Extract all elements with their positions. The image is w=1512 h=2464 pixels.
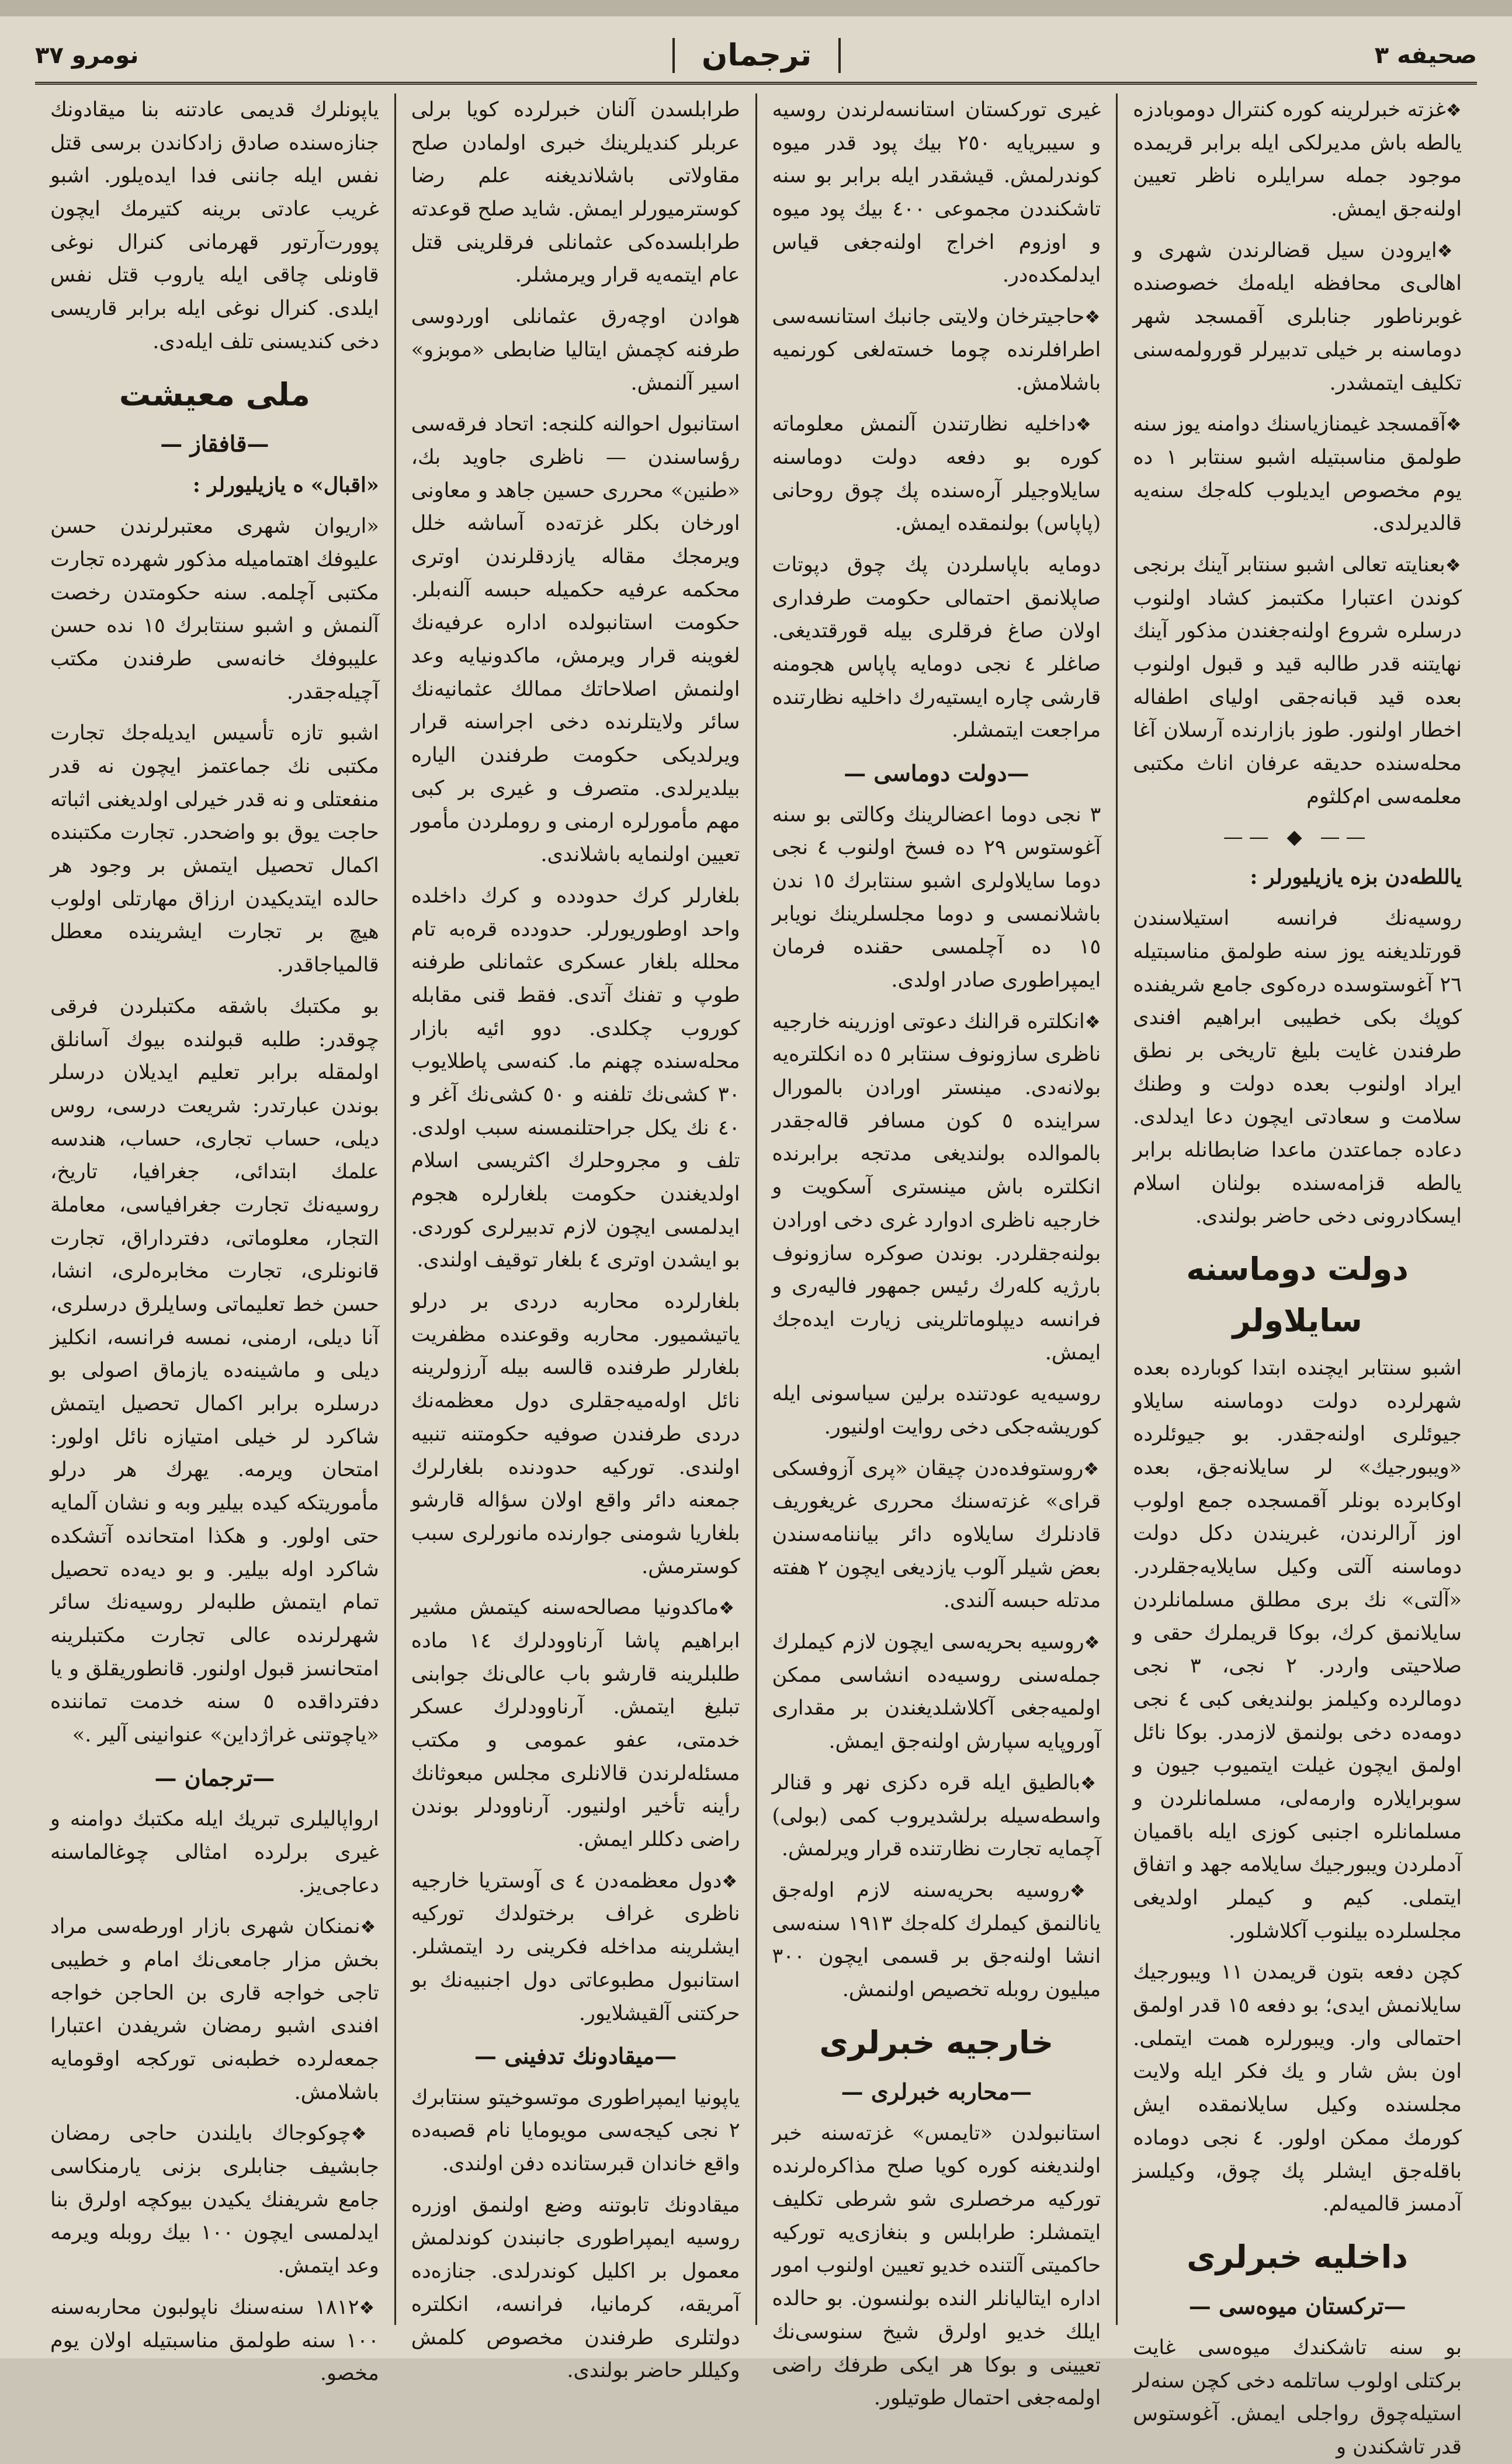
article-paragraph: ٣ نجى دوما اعضالرينك وكالتى بو سنه آغوستوس ٢٩ ده فسخ اولنوب ٤ نجى دوما سايلاولرى اشبو سنتابرك ١٥ ندن باشلانمسى و دوما مجلسلرينك نويابر ١٥ ده آچلمسى حقنده فرمان ايمپراطورى صادر اولدى. (772, 803, 1101, 992)
news-item: ❖ غزته خبرلرينه كوره كنترال دوموبادزه يالطه باش مديرلكى ايله برابر قريمده موجود جمله سرايلره ناظر تعيين اولنه‌جق ايمش. (1133, 93, 1462, 226)
news-item: ❖ حاجيترخان ولايتى جانبك استانسه‌سى اطرافلرنده چوما خسته‌لغى كورنميه باشلامش. (772, 300, 1101, 400)
article-paragraph: «اريوان شهرى معتبرلرندن حسن عليوفك اهتماميله مذكور شهرده تجارت مكتبى آچلمه. سنه حكومتدن رخصت آلنمش و اشبو سنتابرك ١٥ نده حسن عليبوفك خانه‌سى طرفندن مكتب آچيله‌جقدر. (50, 515, 379, 704)
news-item: ❖ نمنكان شهرى بازار اورطه‌سى مراد بخش مزار جامعى‌نك امام و خطيبى تاجى خواجه قارى بن الحاجن خواجه افندى اشبو رمضان شريفدن اعتبارا جمعه‌لرده خطبه‌نى توركجه اوقومايه باشلامش. (50, 1910, 379, 2109)
section-subhead: — محاربه خبرلرى — (772, 2074, 1101, 2110)
news-item: ❖ روسيه بحريه‌سنه لازم اوله‌جق يانالنمق كيملرك كله‌جك ١٩١٣ سنه‌سى انشا اولنه‌جق بر قسمى ايچون ٣٠٠ ميليون روبله تخصيص اولنمش. (772, 1874, 1101, 2007)
section-divider: —— ◆ —— (1223, 825, 1372, 849)
news-item: ❖ ١٨١٢ سنه‌سنك ناپولبون محاربه‌سنه ١٠٠ سنه طولمق مناسبتيله اولان يوم مخصو. (50, 2291, 379, 2390)
section-subhead: — دولت دوماسى — (772, 755, 1101, 792)
news-item: ❖ بعنايته تعالى اشبو سنتابر آينك برنجى كوندن اعتبارا مكتبمز كشاد اولنوب درسلره شروع اولنه‌جغندن مذكور آينك نهايتنه قدر طالبه قيد و قبول اولنوب بعده قيد قبانه‌جقى اوليای اطفاله اخطار اولنور. طوز بازارنده آرسلان آغا محله‌سنده حديقه عرفان اناث مكتبى معلمه‌سى ام‌كلثوم (1133, 549, 1462, 814)
article-columns (35, 93, 1477, 2459)
masthead-title: ترجمان (672, 38, 841, 73)
section-subhead: — تركستان ميوه‌سى — (1133, 2288, 1462, 2324)
dateline: ياللطه‌دن بزه يازيليورلر : (1250, 865, 1462, 889)
section-headline: خارجيه خبرلرى (819, 2024, 1054, 2061)
article-paragraph: اشبو سنتابر ايچنده ابتدا كوبارده بعده شهرلرده دولت دوماسنه سايلاو جيوئلرى اولنه‌جقدر. بو جيوئلرده «ويبورجيك» لر سايلانه‌جق، بعده اوكابرده بونلر آقمسجده جمع اولوب اوز آرالرندن، غبريندن دكل دولت دوماسنه آلتى وكيل سايلايه‌جقلردر. «آلتى» نك برى مطلق مسلمانلردن سايلانمق كرك، بوكا قريملرك حقى و صلاحيتى واردر. ٢ نجى، ٣ نجى دومالرده وكيلمز بولنديغى كبى ٤ نجى دومه‌ده دخى بولنمق لازمدر. بوكا نائل اولمق ايچون غيلت ايتميوب جيون و سوبرايلاره وارمه‌لى، مسلمانلردن و مسلمانلره اجنبى كوزى ايله باقميان آدملردن ويبورجيك سايلامه جهد و اتفاق ايتملى. كيم و كيملر اولديغى مجلسلرده بيلنوب آكلاشلور. (1133, 1356, 1462, 1943)
news-item: ❖ ماكدونيا مصالحه‌سنه كيتمش مشير ابراهيم پاشا آرناوودلرك ١٤ ماده طلبلرينه قارشو باب عالى‌نك جوابنى تبليغ ايتمش. آرناوودلرك عسكر خدمتى، عفو عمومى و مكتب مسئله‌لرندن قالانلرى مجلس مبعوثانك رأينه تأخير اولنيور. آرناوودلر بوندن راضى دكللر ايمش. (411, 1591, 740, 1856)
article-paragraph: استانبولدن «تايمس» غزته‌سنه خبر اولنديغنه كوره كويا صلح مذاكره‌لرنده توركيه مرخصلرى شو شرطى تكليف ايتمشلر: طرابلس و بنغازى‌يه توركيه حاكميتى آلتنده خديو تعيين اولنوب امور اداره ايتاليانلر النده بولنسون. بو حالده ايلك خديو اولرق شيخ سنوسى‌نك تعيينى و بوكا هر ايكى طرفك راضى اولمه‌جغى احتمال طوتيلور. (772, 2121, 1101, 2410)
section-subhead: — ترجمان — (50, 1760, 379, 1796)
section-subhead: — ميقادونك تدفينى — (411, 2038, 740, 2074)
article-paragraph: بو سنه تاشكندك ميوه‌سى غايت بركتلى اولوب ساتلمه دخى كچن سنه‌لر استيله‌چوق رواجلى ايمش. آغوستوس قدر تاشكندن و (1133, 2335, 1462, 2459)
news-item: ❖ انكلتره قرالنك دعوتى اوزرينه خارجيه ناظرى سازونوف سنتابر ٥ ده انكلتره‌يه بولانه‌دى. مينستر اورادن بالمورال سراينده ٥ كون مسافر قاله‌جقدر بالموالده بولنديغى مدتجه برابرنده انكلتره باش مينسترى آسكويت و خارجيه ناظرى ادوارد غرى دخى اورادن بولنه‌جقلردر. بوندن صوكره سازونوف بارژيه كله‌رك رئيس جمهور فاليه‌رى و فرانسه ديپلوماتلرينى زيارت ايده‌جك ايمش. (772, 1005, 1101, 1370)
column-2 (755, 93, 1116, 2410)
article-paragraph: ياپونلرك قديمى عادتنه بنا ميقادونك جنازه‌سنده صادق زادكاندن برسى قتل نفس ايله جاننى فدا ايده‌يلور. اشبو غريب عادتى برينه كتيرمك ايچون پوورت‌آرتور قهرمانى كنرال نوغى قاونلى چاقى ايله ياروب قتل نفس ايلدى. كنرال نوغى ايله برابر قاريسى دخى كنديسنى تلف ايله‌دى. (50, 98, 379, 353)
article-paragraph: روسيه‌نك فرانسه استيلاسندن قورتلديغنه يوز سنه طولمق مناسبتيله ٢٦ آغوستوسده دره‌كوى جامع شريفنده كوپك بكى خطيبى ابراهيم افندى طرفندن غايت بليغ تاريخى بر نطق ايراد اولنوب بعده دولت و وطنك سلامت و سعادتى ايچون دعا ايدلدى. دعاده جماعتدن ماعدا ضابطانله برابر يالطه قزامه‌سنده بولنان اسلام ايسكادرونى دخى حاضر بولندى. (1133, 907, 1462, 1228)
section-headline: داخليه خبرلرى (1187, 2238, 1408, 2275)
column-1 (1116, 93, 1477, 2459)
article-paragraph: اشبو تازه تأسيس ايديله‌جك تجارت مكتبى نك جماعتمز ايچون نه قدر منفعتلى و نه قدر خيرلى اولديغنى اثباته حاجت يوق بو واضحدر. تجارت مكتبنده اكمال تحصيل ايتمش بر وجود هر حالده ايتديكيدن ارزاق مهارتلى اولوب هيچ بر تجارت ايشرينده معطل قالمياجاقدر. (50, 721, 379, 977)
article-headline: دولت دوماسنه سايلاولر (1186, 1251, 1409, 1339)
news-item: ❖ دول معظمه‌دن ٤ ى آوستريا خارجيه ناظرى غراف برختولدك توركيه ايشلرينه مداخله فكرينى رد ايتمشلر. استانبول مطبوعاتى دول اجنبيه‌نك بو حركتنى آلقيشلايور. (411, 1865, 740, 2030)
article-paragraph: دومايه باپاسلردن پك چوق دپوتات صاپلانمق احتمالى حكومت طرفداری اولان صاغ فرقلرى بيله قورقتديغى. صاغلر ٤ نجى دومايه پاپاس هجومنه قارشى چاره ايستيه‌رك داخليه نظارتنده مراجعت ايتمشلر. (772, 553, 1101, 742)
issue-number: نومرو ٣٧ (35, 42, 139, 69)
article-paragraph: كچن دفعه بتون قريمدن ١١ ويبورجيك سايلانمش ايدى؛ بو دفعه ١٥ قدر اولمق احتمالى وار. ويبورلره همت ايتملى. اون بش شار و يك فكر ايله ولايت مجلسنده وكيل سايلانمقده ايش كورمك ممكن اولور. ٤ نجى دوماده باقله‌جق ايشلر پك چوق، وكيلسز آدمسز قالمیه‌لم. (1133, 1960, 1462, 2216)
news-item: ❖ بالطيق ايله قره دكزى نهر و قنالر واسطه‌سيله برلشديروب كمى (بولى) آچمايه تجارت نظارتنده قرار ويرلمش. (772, 1767, 1101, 1866)
article-paragraph: ميقادونك تابوتنه وضع اولنمق اوزره روسيه ايمپراطورى جانبندن كوندلمش معمول بر اكليل كوندرلدى. جنازه‌ده آمريقه، كرمانيا، فرانسه، انكلتره دولتلرى طرفندن مخصوص كلمش وكيللر حاضر بولندى. (411, 2193, 740, 2383)
news-item: ❖ آقمسجد غيمنازياسنك دوامنه يوز سنه طولمق مناسبتيله اشبو سنتابر ١ ده يوم مخصوص ايديلوب كله‌جك سنه‌يه قالديرلدى. (1133, 408, 1462, 540)
article-paragraph: بو مكتبك باشقه مكتبلردن فرقى چوقدر: طلبه قبولنده بيوك آسانلق اولمقله برابر تعليم ايديلان درسلر بوندن عبارتدر: شريعت درسى، روس ديلى، حساب تجارى، حساب، هندسه علمك ابتدائى، جغرافيا، تاريخ، روسيه‌نك تجارت جغرافياسى، معاملة التجار، معلوماتى، دفترداراق، تجارت قانونلرى، تجارت مخابره‌لرى، انشا، حسن خط تعليماتى وسايلرق درسلرى، آنا ديلى، ارمنى، نمسه فرانسه، انكليز ديلى و ماشينه‌ده يازماق اصولى بو درسلره برابر اكمال تحصيل ايتمش شاكرد لر خيلى امتيازه نائل اولور: امتحان ويرمه. يهرك هر درلو مأموريتكه كيده بيلير وبه و نشان آلمايه حتى اولور. و هكذا امتحانده آتشكده شاكرد اوله بيلير. و بو ديه‌ده تحصيل تمام ايتمش طلبه‌لر روسيه‌نك سائر شهرلرنده عالى تجارت مكتبلرينه امتحانسز قبول اولنور. قانطوريقلق و يا دفترداقده ٥ سنه خدمت تماننده «ياچوتنى غراژداين» عنوانينى آلير .» (50, 994, 379, 1747)
article-paragraph: ارواپاليلرى تبريك ايله مكتبك دوامنه و غيرى برلرده امثالى چوغالماسنه دعاجى‌يز. (50, 1807, 379, 1897)
article-paragraph: طرابلسدن آلنان خبرلرده كويا برلى عربلر كنديلرينك خبرى اولمادن صلح مقاولاتى باشلانديغنه علم رضا كوسترميورلر ايمش. شايد صلح قوعدته طرابلسده‌كى عثمانلى فرقلرينى قتل عام ايتمه‌يه قرار ويرمشلر. (411, 98, 740, 287)
article-paragraph: ياپونيا ايمپراطورى موتسوخيتو سنتابرك ٢ نجى كيجه‌سى مويومايا نام قصبه‌ده واقع خاندان قبرستانده دفن اولندى. (411, 2085, 740, 2176)
news-item: ❖ داخليه نظارتندن آلنمش معلوماته كوره بو دفعه دولت دوماسنه سايلاوجيلر آره‌سنده پك چوق روحانى (پاپاس) بولنمقده ايمش. (772, 408, 1101, 540)
page-header (35, 29, 1477, 85)
section-headline: ملى معيشت (119, 376, 310, 413)
news-item: ❖ روسيه بحريه‌سى ايچون لازم كيملرك جمله‌سنى روسيه‌ده انشاسى ممكن اولميه‌جغى آكلاشلديغندن بر مقدارى آوروپايه سپارش اولنه‌جق ايمش. (772, 1626, 1101, 1758)
article-paragraph: غيرى توركستان استانسه‌لرندن روسيه و سيبريايه ٢٥٠ بيك پود قدر ميوه كوندرلمش. قيشقدر ايله برابر بو سنه تاشكنددن مجموعى ٤٠٠ بيك پود ميوه و اوزوم اخراج اولنه‌جغى قياس ايدلمكده‌در. (772, 98, 1101, 287)
article-paragraph: بلغارلرده محاربه دردى بر درلو ياتيشميور. محاربه وقوعنده مظفريت بلغارلر طرفنده قالسه بيله آرزولرينه نائل اوله‌ميه‌جقلرى دول معظمه‌نك دردى طرفندن صوفيه حكومتنه تنبيه اولندى. توركيه حدودنده بلغارلرك جمعنه دائر واقع اولان سؤاله قارشو بلغاريا شومنى جوارنده مانورلرى سبب كوسترمش. (411, 1290, 740, 1578)
page-number: صحيفه ٣ (1374, 42, 1477, 69)
news-item: ❖ چوكوجاك بايلندن حاجى رمضان جابشيف جنابلرى بزنى يارمنكاسى جامع شريفنك يكيدن بيوكچه اولرق بنا ايدلمسى ايچون ١٠٠ بيك روبله ويرمه وعد ايتمش. (50, 2117, 379, 2282)
section-subhead: — قافقاز — (50, 426, 379, 462)
dateline: «اقبال» ه يازيليورلر : (192, 473, 379, 497)
article-paragraph: هوادن اوچه‌رق عثمانلى اوردوسى طرفنه كچمش ايتاليا ضابطى «موبزو» اسير آلنمش. (411, 305, 740, 395)
column-4 (35, 93, 394, 2386)
scan-edge (0, 0, 1512, 16)
column-3 (394, 93, 755, 2383)
news-item: ❖ ايرودن سيل قضالرندن شهرى و اهالى‌ى محافظه ايله‌مك خصوصنده غوبرناطور جنابلرى آقمسجد شهر دوماسنه بر خيلى تدبيرلر قورولمه‌سنى تكليف ايتمشدر. (1133, 234, 1462, 400)
article-paragraph: بلغارلر كرك حدودده و كرك داخلده واحد اوطوريورلر. حدودده قره‌به تام محلله بلغار عسكرى عثمانلى طرفنه طوپ و تفنك آتدى. فقط قنى مقابله كوروب چكلدى. دوو ائيه بازار محله‌سنده چهنم ما. كنه‌سى پاطلايوب ٣٠ كشى‌نك تلفنه و ٥٠ كشى‌نك آغر و ٤٠ نك يكل جراحتلنمسنه سبب اولدى. تلف و مجروحلرك اكثريسى اسلام اولديغندن حكومت بلغارلره هجوم ايدلمسى ايچون لازم تدبيرلرى كوردى. بو ايشدن اوترى ٤ بلغار توقيف اولندى. (411, 884, 740, 1272)
article-paragraph: استانبول احوالنه كلنجه: اتحاد فرقه‌سى رؤساسندن — ناظرى جاويد بك، «طنين» محررى حسين جاهد و معاونى اورخان بكلر غزته‌ده آساشه خلل ويرمجك مقاله يازدقلرندن اوترى محكمه عرفيه حكميله حبسه آلنه‌بلر. حكومت استانبولده اداره عرفيه‌نك لغوينه قرار ويرمش، ماكدونيايه وعد اولنمش اصلاحاتك ممالك عثمانيه‌نك سائر ولايتلرنده دخى اجراسنه قرار ويرلديكى حكومت طرفندن الياره بيلديرلدى. متصرف و غيرى بر كبى مهم مأمورلره ارمنى و روملردن مأمور تعيين اولنمايه باشلاندى. (411, 412, 740, 867)
article-paragraph: روسيه‌يه عودتنده برلين سياسونى ايله كوريشه‌جكى دخى روايت اولنيور. (772, 1382, 1101, 1439)
news-item: ❖ روستوفده‌دن چيقان «پرى آزوفسكى قراى» غزته‌سنك محررى غريغوريف قادنلرك سايلاوه دائر بياننامه‌سندن بعض شيلر آلوب يازديغى ايچون ٢ هفته مدتله حبسه آلندى. (772, 1452, 1101, 1618)
